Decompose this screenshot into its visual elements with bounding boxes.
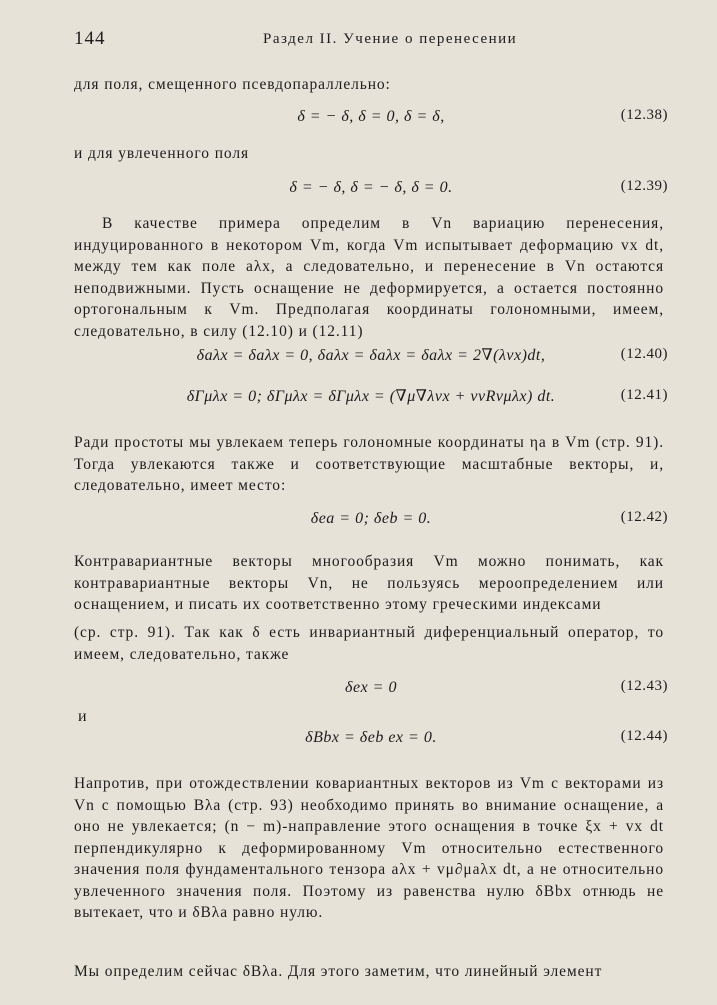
equation-12-39 bbox=[74, 176, 668, 214]
equation-number: (12.41) bbox=[620, 387, 668, 403]
equation-12-44 bbox=[74, 726, 668, 764]
equation-12-41 bbox=[74, 385, 668, 423]
paragraph-example: В качестве примера определим в Vn вариацию перенесения, индуцированного в некотором Vm, когда Vm испытывает деформацию vx dt, между тем как поле aλx, а следовательно, и перенесение в Vn остаются неподвижными. Пусть оснащение не деформируется, а остается постоянно ортогональным к Vm. Предполагая координаты голономными, имеем, следовательно, в силу (12.10) и (12.11) bbox=[74, 215, 664, 340]
equation-body: δΓμλx = 0; δΓμλx = δΓμλx = (∇μ∇λvx + vνRνμλx) dt. bbox=[186, 388, 556, 405]
page-number: 144 bbox=[74, 28, 106, 49]
paragraph-dragged-field: и для увлеченного поля bbox=[74, 145, 250, 162]
equation-12-42 bbox=[74, 507, 668, 545]
equation-number: (12.43) bbox=[620, 678, 668, 694]
paragraph-closing: Мы определим сейчас δBλa. Для этого заметим, что линейный элемент bbox=[74, 963, 603, 980]
equation-number: (12.42) bbox=[620, 509, 668, 525]
paragraph-contravariant: Контравариантные векторы многообразия Vm можно понимать, как контравариантные векторы Vn, не пользуясь мероопределением или оснащением, и писать их соответственно этому греческими индексами bbox=[74, 553, 664, 613]
paragraph-holonomic: Ради простоты мы увлекаем теперь голономные координаты ηa в Vm (стр. 91). Тогда увлекаются также и соответствующие масштабные векторы, и, следовательно, имеет место: bbox=[74, 434, 664, 494]
equation-number: (12.39) bbox=[620, 178, 668, 194]
equation-body: δaλx = δaλx = 0, δaλx = δaλx = δaλx = 2∇(λvx)dt, bbox=[196, 347, 546, 364]
equation-body: δBbx = δeb ex = 0. bbox=[305, 729, 437, 746]
equation-12-38 bbox=[74, 105, 668, 143]
equation-number: (12.40) bbox=[620, 346, 668, 362]
conjunction-and: и bbox=[78, 708, 87, 725]
equation-body: δea = 0; δeb = 0. bbox=[310, 510, 432, 527]
equation-12-40 bbox=[74, 344, 668, 382]
equation-body: δex = 0 bbox=[345, 679, 397, 696]
equation-body: δ = − δ, δ = − δ, δ = 0. bbox=[289, 179, 453, 196]
equation-number: (12.44) bbox=[620, 728, 668, 744]
equation-body: δ = − δ, δ = 0, δ = δ, bbox=[297, 108, 445, 125]
paragraph-intro: для поля, смещенного псевдопараллельно: bbox=[74, 76, 391, 93]
paragraph-covariant: Напротив, при отождествлении ковариантных векторов из Vm с векторами из Vn с помощью Bλa (стр. 93) необходимо принять во внимание оснащение, а оно не увлекается; (n − m)-направление этого оснащения в точке ξx + vx dt перпендикулярно к деформированному Vm относительно естественного значения поля фундаментального тензора aλx + vμ∂μaλx dt, а не относительно увлеченного значения поля. Поэтому из равенства нулю δBbx отнюдь не вытекает, что и δBλa равно нулю. bbox=[74, 775, 664, 921]
equation-number: (12.38) bbox=[620, 107, 668, 123]
running-head-title: Раздел II. Учение о перенесении bbox=[263, 31, 518, 47]
running-header bbox=[60, 28, 657, 52]
equation-12-43 bbox=[74, 676, 668, 714]
paragraph-invariant-operator: (ср. стр. 91). Так как δ есть инвариантный диференциальный оператор, то имеем, следовательно, также bbox=[74, 624, 664, 663]
